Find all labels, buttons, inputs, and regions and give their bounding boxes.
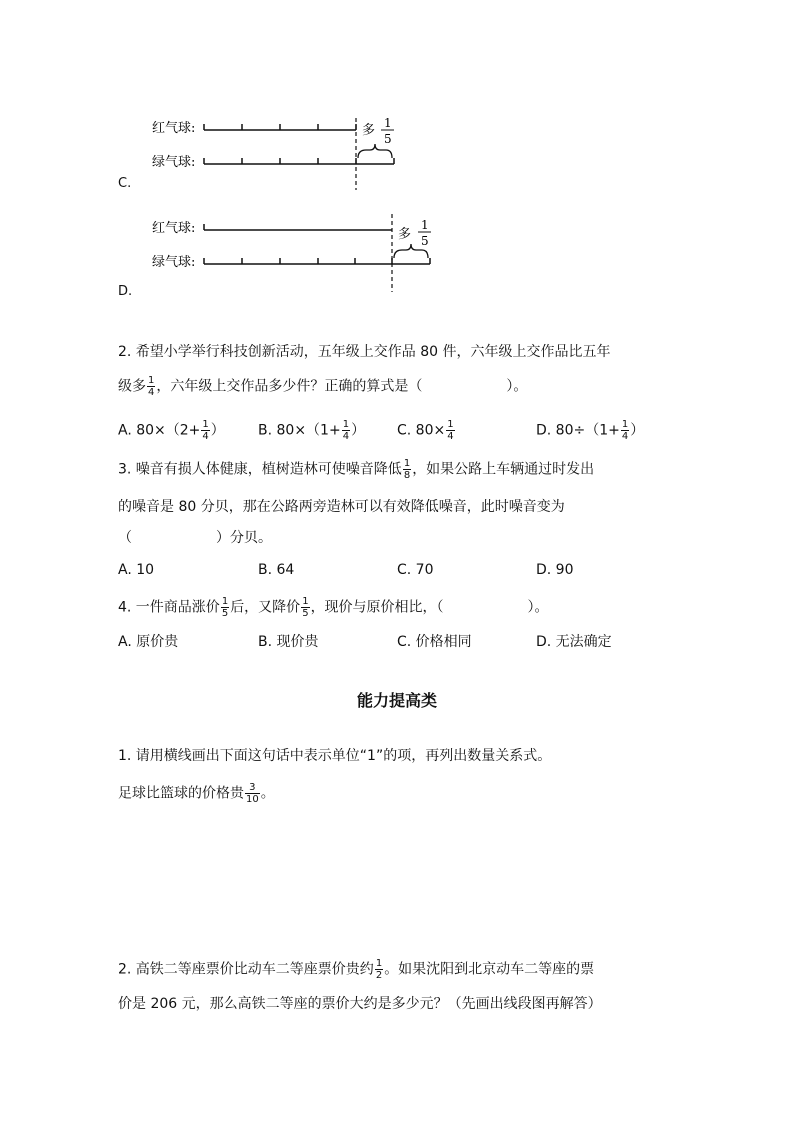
diagram-c-frac-num: 1 — [384, 116, 392, 130]
p1-line2: 足球比篮球的价格贵 $\frac{3}{10}$ 。 — [118, 782, 275, 805]
p1-line1: 1. 请用横线画出下面这句话中表示单位“1”的项，再列出数量关系式。 — [118, 748, 552, 764]
diagram-d-green-label: 绿气球: — [152, 255, 196, 270]
diagram-c-red-line — [204, 124, 356, 130]
q3-option-b[interactable]: B. 64 — [258, 562, 295, 578]
q2-line2 — [118, 375, 527, 398]
q2-line2-pre: 级多 — [118, 378, 146, 395]
q4-fraction-2: $\frac{1}{5}$ — [302, 596, 309, 619]
option-c-label[interactable]: C. — [118, 176, 132, 191]
q4-option-d[interactable]: D. 无法确定 — [536, 634, 612, 650]
diagram-d-red-line — [204, 224, 392, 230]
diagram-d-frac-num: 1 — [421, 218, 429, 232]
q4-option-c[interactable]: C. 价格相同 — [397, 634, 472, 650]
p2-fraction: $\frac{1}{2}$ — [375, 958, 383, 981]
q2-option-b[interactable]: B. 80×（1+ $\frac{1}{4}$ ） — [258, 419, 366, 442]
q2-line2-post: ，六年级上交作品多少件？正确的算式是（ ）。 — [156, 378, 528, 395]
section-title: 能力提高类 — [356, 691, 437, 710]
q3-fraction: $\frac{1}{8}$ — [403, 458, 411, 481]
diagram-c — [148, 112, 408, 192]
q4-fraction-1: $\frac{1}{5}$ — [221, 596, 229, 619]
q4-line: 4. 一件商品涨价 $\frac{1}{5}$ 后，又降价 $\frac{1}{5}$ ，现价与原价相比，（ ）。 — [118, 596, 549, 619]
p2-line1: 2. 高铁二等座票价比动车二等座票价贵约 $\frac{1}{2}$ 。如果沈阳到北京动车二等座的票 — [118, 958, 595, 981]
q2-line1: 2. 希望小学举行科技创新活动，五年级上交作品 80 件，六年级上交作品比五年 — [118, 344, 611, 360]
diagram-c-frac-den: 5 — [384, 132, 392, 146]
q2-option-c[interactable]: C. 80× $\frac{1}{4}$ — [397, 419, 454, 442]
q4-option-b[interactable]: B. 现价贵 — [258, 634, 319, 650]
q3-line3: （ ）分贝。 — [118, 530, 272, 546]
q3-option-d[interactable]: D. 90 — [536, 562, 574, 578]
q3-option-a[interactable]: A. 10 — [118, 562, 155, 578]
option-d-label[interactable]: D. — [118, 284, 133, 299]
diagram-d-frac-den: 5 — [421, 234, 429, 248]
diagram-c-brace — [358, 144, 392, 158]
diagram-c-green-line — [204, 158, 394, 164]
q3-line2: 的噪音是 80 分贝，那在公路两旁造林可以有效降低噪音，此时噪音变为 — [118, 499, 565, 515]
q3-line1: 3. 噪音有损人体健康，植树造林可使噪音降低 $\frac{1}{8}$ ，如果公路上车辆通过时发出 — [118, 458, 595, 481]
diagram-c-more-label: 多 — [362, 123, 376, 138]
q2-fraction: $\frac{1}{4}$ — [148, 375, 155, 398]
diagram-d-green-line — [204, 258, 430, 264]
diagram-c-green-label: 绿气球: — [152, 155, 196, 170]
q2-option-a[interactable]: A. 80×（2+ $\frac{1}{4}$ ） — [118, 419, 225, 442]
diagram-c-red-label: 红气球: — [152, 121, 196, 136]
q4-option-a[interactable]: A. 原价贵 — [118, 634, 179, 650]
diagram-d-more-label: 多 — [398, 227, 412, 242]
diagram-d-red-label: 红气球: — [152, 221, 196, 236]
p2-line2: 价是 206 元，那么高铁二等座的票价大约是多少元？（先画出线段图再解答） — [118, 996, 602, 1012]
q2-option-d[interactable]: D. 80÷（1+ $\frac{1}{4}$ ） — [536, 419, 645, 442]
diagram-d — [148, 210, 448, 294]
p1-fraction: $\frac{3}{10}$ — [246, 782, 259, 805]
q3-option-c[interactable]: C. 70 — [397, 562, 434, 578]
